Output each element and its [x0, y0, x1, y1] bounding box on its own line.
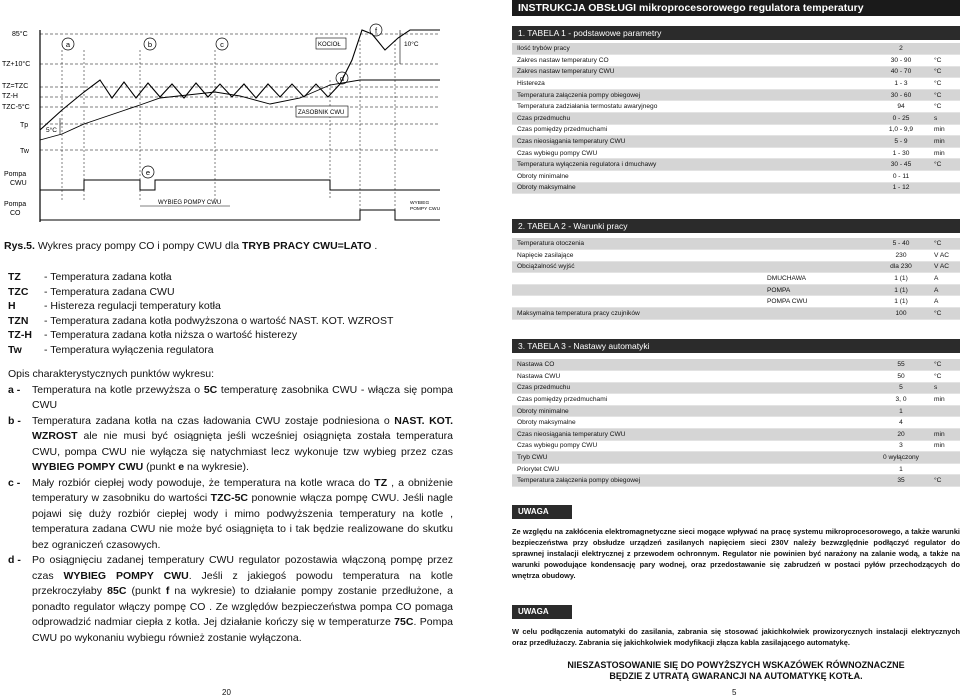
- table-cell: °C: [930, 238, 960, 250]
- definition-row: [8, 299, 393, 314]
- table-cell: Napięcie zasilające: [512, 250, 762, 262]
- table-cell: Czas pomiędzy przedmuchami: [512, 394, 872, 406]
- table-cell: 40 - 70: [872, 66, 930, 78]
- table-cell: 30 - 60: [872, 89, 930, 101]
- table-cell: Histereza: [512, 78, 872, 90]
- table2-title: 2. TABELA 2 - Warunki pracy: [512, 219, 960, 233]
- warning-text-1: Ze względu na zakłócenia elektromagnetyczne sieci mogące wpływać na pracę systemu mikroprocesorowego, a także warunki bezpieczeństwa przy obsłudze urządzeń zasilanych napięciem sieci 230V należy bezwzględnie podłączyć regulator do sprawnej instalacji elektrycznej z przewodem ochronnym. Regulator nie powinien być narażony na zalanie wodą, a także na warunki powodujące kondensację pary wodnej, oraz przedostawanie się zabrudzeń w postaci pyłów przechodzących do wnętrza obudowy.: [512, 527, 960, 580]
- y-label-pompa-cwu-1: Pompa: [4, 171, 27, 178]
- table-row: [512, 394, 960, 406]
- right-page: [512, 0, 960, 698]
- table-row: [512, 159, 960, 171]
- item-text: Mały rozbiór ciepłej wody powoduje, że temperatura na kotle wraca do TZ , a obniżenie temperatury w zasobniku do wartości TZC-5C ponownie włącza pompę CWU. Jeśli nagle pojawi się duży rozbiór ciepłej wody i mimo podwyższenia temperatury na kotle , temperatura zadana CWU nie może być osiągnięta to i tak będzie realizowane do skutku bez ograniczeń czasowych.: [32, 476, 453, 551]
- item-text: Temperatura na kotle przewyższa o 5C temperaturę zasobnika CWU - włącza się pompa CWU: [32, 383, 454, 411]
- definition-row: [8, 270, 393, 285]
- temp-10c-label: 10°C: [404, 41, 419, 48]
- y-label-pompa-co-2: CO: [10, 210, 21, 217]
- table-cell: 50: [872, 371, 930, 383]
- table2: [512, 238, 960, 320]
- temp-5c-label: 5°C: [46, 127, 57, 134]
- table-cell: 230: [872, 250, 930, 262]
- table-cell: [762, 238, 872, 250]
- table-cell: 5: [872, 382, 930, 394]
- table-row: [512, 147, 960, 159]
- table-cell: °C: [930, 359, 960, 371]
- y-label-tzc-5: TZC-5°C: [2, 104, 30, 111]
- table-cell: Priorytet CWU: [512, 463, 872, 475]
- table-cell: [930, 463, 960, 475]
- table-cell: °C: [930, 101, 960, 113]
- table1: [512, 43, 960, 194]
- table-cell: 30 - 90: [872, 55, 930, 67]
- table-cell: °C: [930, 308, 960, 320]
- wybieg-small-1: WYBIEG: [410, 201, 430, 206]
- y-label-pompa-cwu-2: CWU: [10, 180, 27, 187]
- table-cell: °C: [930, 371, 960, 383]
- point-c: c: [220, 40, 224, 49]
- table-cell: 0 - 25: [872, 113, 930, 125]
- table-cell: 1: [872, 463, 930, 475]
- table-cell: 2: [872, 43, 930, 55]
- description-title: Opis charakterystycznych punktów wykresu:: [8, 368, 214, 380]
- table-row: [512, 405, 960, 417]
- warning-text-2: W celu podłączenia automatyki do zasilania, zabrania się stosować jakichkolwiek prowizorycznych instalacji elektrycznych oraz przedłużaczy. Zabrania się jakichkolwiek modyfikacji złącza kabla zasilającego automatykę.: [512, 627, 960, 647]
- timing-diagram: [0, 0, 490, 232]
- definition-row: [8, 314, 393, 329]
- warranty-line-1: NIESZASTOSOWANIE SIĘ DO POWYŻSZYCH WSKAZÓWEK RÓWNOZNACZNE: [567, 660, 905, 670]
- table-cell: min: [930, 394, 960, 406]
- table-cell: [512, 296, 762, 308]
- table-cell: Ilość trybów pracy: [512, 43, 872, 55]
- table-cell: [762, 250, 872, 262]
- table-cell: Zakres nastaw temperatury CO: [512, 55, 872, 67]
- table-row: [512, 261, 960, 273]
- y-label-85: 85°C: [12, 31, 28, 38]
- table-cell: Temperatura otoczenia: [512, 238, 762, 250]
- kociol-label: KOCIOŁ: [318, 42, 341, 48]
- table-cell: Czas nieosiągania temperatury CWU: [512, 136, 872, 148]
- page-header: INSTRUKCJA OBSŁUGI mikroprocesorowego regulatora temperatury: [512, 0, 960, 16]
- uwaga-label-1: UWAGA: [512, 505, 572, 519]
- table-row: [512, 89, 960, 101]
- table-cell: 1 - 30: [872, 147, 930, 159]
- pump-cwu-signal: [40, 180, 440, 190]
- item-letter: c -: [8, 476, 21, 489]
- table-cell: [512, 284, 762, 296]
- table-row: [512, 101, 960, 113]
- warranty-line-2: BĘDZIE Z UTRATĄ GWARANCJI NA AUTOMATYKĘ KOTŁA.: [609, 671, 863, 681]
- table-cell: s: [930, 382, 960, 394]
- table-cell: 1: [872, 405, 930, 417]
- definition-row: [8, 328, 393, 343]
- table-row: [512, 308, 960, 320]
- table-row: [512, 440, 960, 452]
- definitions-list: [8, 270, 393, 358]
- table-row: [512, 429, 960, 441]
- def-key: TZ-H: [8, 329, 32, 342]
- table3-title: 3. TABELA 3 - Nastawy automatyki: [512, 339, 960, 353]
- table-cell: Temperatura wyłączenia regulatora i dmuchawy: [512, 159, 872, 171]
- point-b: b: [147, 40, 153, 49]
- table-cell: Czas pomiędzy przedmuchami: [512, 124, 872, 136]
- table-cell: Temperatura załączenia pompy obiegowej: [512, 89, 872, 101]
- table-cell: Czas nieosiągania temperatury CWU: [512, 429, 872, 441]
- y-label-pompa-co-1: Pompa: [4, 201, 27, 208]
- y-label-tw: Tw: [20, 148, 29, 155]
- table-cell: A: [930, 296, 960, 308]
- table-cell: [762, 308, 872, 320]
- table-cell: 0 - 11: [872, 171, 930, 183]
- pump-co-signal: [40, 210, 440, 220]
- table-cell: 3, 0: [872, 394, 930, 406]
- table-cell: [930, 452, 960, 464]
- table-cell: Obciążalność wyjść: [512, 261, 762, 273]
- table-cell: Maksymalna temperatura pracy czujników: [512, 308, 762, 320]
- table-row: [512, 371, 960, 383]
- table-row: [512, 359, 960, 371]
- table-cell: V AC: [930, 250, 960, 262]
- item-letter: a -: [8, 383, 21, 396]
- table-cell: Nastawa CO: [512, 359, 872, 371]
- table-cell: 5 - 9: [872, 136, 930, 148]
- table-cell: 1 - 3: [872, 78, 930, 90]
- table-cell: Obroty maksymalne: [512, 417, 872, 429]
- table-cell: A: [930, 273, 960, 285]
- description-item-b: [8, 414, 453, 476]
- table-cell: V AC: [930, 261, 960, 273]
- table-cell: Czas wybiegu pompy CWU: [512, 440, 872, 452]
- def-key: TZ: [8, 271, 21, 283]
- def-key: Tw: [8, 343, 22, 356]
- table-cell: POMPA: [762, 284, 872, 296]
- item-letter: b -: [8, 414, 21, 427]
- def-value: - Histereza regulacji temperatury kotła: [44, 300, 221, 313]
- table-cell: 1 (1): [872, 296, 930, 308]
- points-description: [8, 367, 453, 646]
- table-cell: [930, 171, 960, 183]
- caption-suffix: .: [371, 240, 378, 252]
- table-row: [512, 284, 960, 296]
- def-key: TZN: [8, 314, 29, 327]
- table-row: [512, 113, 960, 125]
- table-row: [512, 182, 960, 194]
- table-cell: Obroty maksymalne: [512, 182, 872, 194]
- table-cell: Obroty minimalne: [512, 171, 872, 183]
- table-cell: Tryb CWU: [512, 452, 872, 464]
- table-cell: A: [930, 284, 960, 296]
- def-value: - Temperatura wyłączenia regulatora: [44, 343, 214, 356]
- table-cell: [512, 273, 762, 285]
- table-cell: Czas wybiegu pompy CWU: [512, 147, 872, 159]
- item-letter: d -: [8, 554, 21, 566]
- table-cell: DMUCHAWA: [762, 273, 872, 285]
- table-cell: °C: [930, 55, 960, 67]
- y-label-tp: Tp: [20, 122, 29, 129]
- table-cell: 3: [872, 440, 930, 452]
- table-cell: Czas przedmuchu: [512, 382, 872, 394]
- table-cell: 20: [872, 429, 930, 441]
- table-cell: Obroty minimalne: [512, 405, 872, 417]
- table-cell: dla 230: [872, 261, 930, 273]
- table1-title: 1. TABELA 1 - podstawowe parametry: [512, 26, 960, 40]
- caption-text: Wykres pracy pompy CO i pompy CWU dla: [34, 240, 242, 252]
- table-row: [512, 78, 960, 90]
- table3: [512, 359, 960, 487]
- table-cell: 30 - 45: [872, 159, 930, 171]
- figure-caption: [4, 240, 377, 252]
- table-cell: min: [930, 429, 960, 441]
- point-f: f: [374, 26, 378, 35]
- table-cell: 5 - 40: [872, 238, 930, 250]
- table-cell: 4: [872, 417, 930, 429]
- table-row: [512, 463, 960, 475]
- table-row: [512, 417, 960, 429]
- def-key: TZC: [8, 285, 29, 298]
- table-cell: [930, 182, 960, 194]
- def-value: - Temperatura zadana kotła podwyższona o wartość NAST. KOT. WZROST: [44, 314, 394, 327]
- def-value: - Temperatura zadana CWU: [44, 285, 175, 298]
- zasobnik-label: ZASOBNIK CWU: [298, 110, 345, 116]
- table-row: [512, 475, 960, 487]
- point-d: d: [339, 74, 345, 83]
- table-row: [512, 55, 960, 67]
- y-label-tz-h: TZ-H: [2, 93, 18, 100]
- table-row: [512, 124, 960, 136]
- table-cell: Temperatura zadziałania termostatu awaryjnego: [512, 101, 872, 113]
- table-row: [512, 66, 960, 78]
- table-cell: Temperatura załączenia pompy obiegowej: [512, 475, 872, 487]
- page-number-right: 5: [732, 688, 737, 697]
- table-cell: 100: [872, 308, 930, 320]
- table-cell: 0 wyłączony: [872, 452, 930, 464]
- table-cell: min: [930, 124, 960, 136]
- table-cell: 94: [872, 101, 930, 113]
- def-key: H: [8, 300, 16, 313]
- caption-prefix: Rys.5.: [4, 240, 35, 252]
- def-value: - Temperatura zadana kotła: [44, 271, 172, 283]
- table-cell: Zakres nastaw temperatury CWU: [512, 66, 872, 78]
- y-label-tz-eq-tzc: TZ=TZC: [2, 83, 29, 90]
- wybieg-pompy-cwu-label: WYBIEG POMPY CWU: [158, 200, 222, 206]
- point-a: a: [65, 40, 71, 49]
- table-row: [512, 136, 960, 148]
- warranty-notice: [512, 660, 960, 682]
- page-number-left: 20: [222, 688, 231, 697]
- table-cell: min: [930, 147, 960, 159]
- table-row: [512, 273, 960, 285]
- y-axis-labels: [2, 30, 30, 217]
- point-e: e: [145, 168, 151, 177]
- table-cell: Nastawa CWU: [512, 371, 872, 383]
- wybieg-small-2: POMPY CWU: [410, 207, 441, 212]
- table-row: [512, 171, 960, 183]
- description-item-a: [8, 383, 453, 414]
- table-row: [512, 296, 960, 308]
- y-label-tz-plus-10: TZ+10°C: [2, 61, 31, 68]
- description-item-d: [8, 553, 453, 646]
- table-cell: 55: [872, 359, 930, 371]
- table-cell: °C: [930, 159, 960, 171]
- table-cell: [762, 261, 872, 273]
- table-cell: min: [930, 136, 960, 148]
- table-cell: °C: [930, 89, 960, 101]
- description-item-c: [8, 476, 453, 554]
- table-cell: POMPA CWU: [762, 296, 872, 308]
- table-row: [512, 43, 960, 55]
- table-row: [512, 452, 960, 464]
- table-cell: 1 (1): [872, 273, 930, 285]
- item-text: Temperatura zadana kotła na czas ładowania CWU zostaje podniesiona o NAST. KOT. WZROST ale nie musi być osiągnięta jeśli wcześniej osiągnięta została temperatura CWU, pompa CWU nie wyłącza się natychmiast lecz wykonuje tzw wybieg przez czas WYBIEG POMPY CWU (punkt e na wykresie).: [32, 414, 453, 473]
- table-row: [512, 250, 960, 262]
- table-cell: [930, 43, 960, 55]
- table-cell: 1 - 12: [872, 182, 930, 194]
- uwaga-label-2: UWAGA: [512, 605, 572, 619]
- table-cell: °C: [930, 78, 960, 90]
- table-cell: [930, 405, 960, 417]
- definition-row: [8, 343, 393, 358]
- table-cell: °C: [930, 475, 960, 487]
- table-cell: Czas przedmuchu: [512, 113, 872, 125]
- table-cell: [930, 417, 960, 429]
- table-row: [512, 382, 960, 394]
- caption-bold: TRYB PRACY CWU=LATO: [241, 240, 372, 252]
- item-text: Po osiągnięciu zadanej temperatury CWU regulator pozostawia włączoną pompę przez czas WYBIEG POMPY CWU. Jeśli z jakiegoś powodu temperatura na kotle przekroczyłaby 85C (punkt f na wykresie) to działanie pompy zostanie przedłużone, a ponadto regulator włączy pompę CO . Ze względów bezpieczeństwa pompa CO pomaga odprowadzić nadmiar ciepła z kotła. Jej działanie kończy się w temperaturze 75C. Pompa CWU po wykonaniu wybiegu również zostanie wyłączona.: [32, 554, 453, 644]
- def-value: - Temperatura zadana kotła niższa o wartość histerezy: [44, 329, 298, 342]
- table-row: [512, 238, 960, 250]
- table-cell: 1,0 - 9,9: [872, 124, 930, 136]
- table-cell: 1 (1): [872, 284, 930, 296]
- table-cell: 35: [872, 475, 930, 487]
- table-cell: s: [930, 113, 960, 125]
- table-cell: °C: [930, 66, 960, 78]
- table-cell: min: [930, 440, 960, 452]
- definition-row: [8, 285, 393, 300]
